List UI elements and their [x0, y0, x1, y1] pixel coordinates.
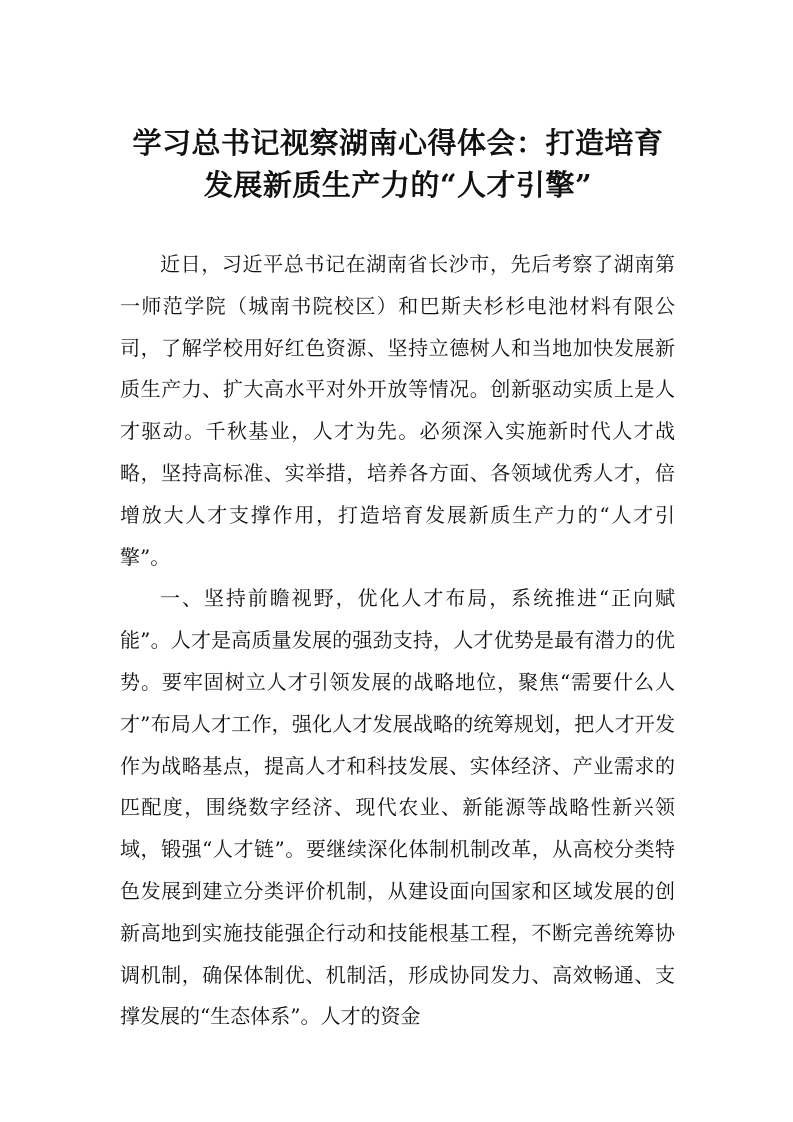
paragraph-section-one: 一、坚持前瞻视野，优化人才布局，系统推进“正向赋能”。人才是高质量发展的强劲支持，人才优势是最有潜力的优势。要牢固树立人才引领发展的战略地位，聚焦“需要什么人才”布局人才工作，强化人才发展战略的统筹规划，把人才开发作为战略基点，提高人才和科技发展、实体经济、产业需求的匹配度，围绕数字经济、现代农业、新能源等战略性新兴领域，锻强“人才链”。要继续深化体制机制改革，从高校分类特色发展到建立分类评价机制，从建设面向国家和区域发展的创新高地到实施技能强企行动和技能根基工程，不断完善统筹协调机制，确保体制优、机制活，形成协同发力、高效畅通、支撑发展的“生态体系”。人才的资金 — [120, 586, 675, 1029]
document-body — [120, 244, 675, 1038]
document-title: 学习总书记视察湖南心得体会：打造培育发展新质生产力的“人才引擎” — [132, 126, 664, 202]
paragraph-intro: 近日，习近平总书记在湖南省长沙市，先后考察了湖南第一师范学院（城南书院校区）和巴斯夫杉杉电池材料有限公司，了解学校用好红色资源、坚持立德树人和当地加快发展新质生产力、扩大高水平对外开放等情况。创新驱动实质上是人才驱动。千秋基业，人才为先。必须深入实施新时代人才战略，坚持高标准、实举措，培养各方面、各领域优秀人才，倍增放大人才支撑作用，打造培育发展新质生产力的“人才引擎”。 — [120, 252, 675, 569]
